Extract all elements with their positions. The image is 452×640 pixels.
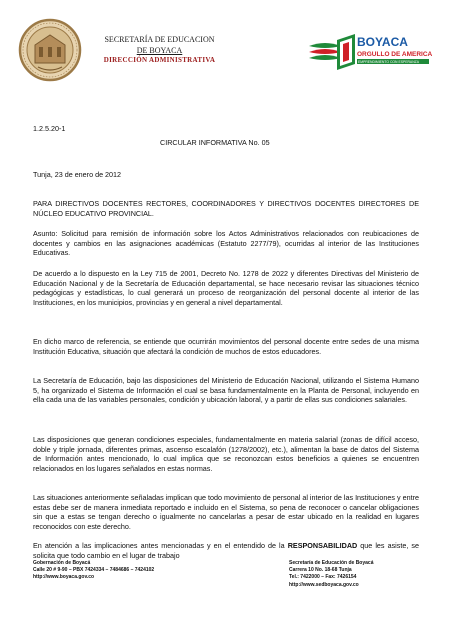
boyaca-logo <box>307 32 435 77</box>
footer-left <box>33 560 154 582</box>
footer-right-line: Secretaría de Educación de Boyacá <box>289 560 374 566</box>
paragraph-5: Las situaciones anteriormente señaladas implican que todo movimiento de personal al interior de las Instituciones y entre estas debe ser de manera inmediata reportado e incluido en el Sistema, so pena de reconocer o cancelar obligaciones sin que a estas se tengan derecho o igualmente no cancelarlas a pesar de estar ubicado en la realidad en lugares reconocidos con este derecho. <box>33 493 419 531</box>
header-de-boyaca: DE BOYACA <box>136 46 183 55</box>
coat-of-arms-seal <box>18 17 82 83</box>
paragraph-6 <box>33 541 419 560</box>
paragraph-2: En dicho marco de referencia, se entiende que ocurrirán movimientos del personal docente entre sedes de una misma Institución Educativa, situación que afectará la condición de muchos de estos educadores. <box>33 337 419 356</box>
logo-tagline-text: EMPRENDIMIENTO CON ESPERANZA <box>358 60 419 64</box>
document-code: 1.2.5.20-1 <box>33 124 66 133</box>
footer-left-url[interactable]: http://www.boyaca.gov.co <box>33 574 95 581</box>
paragraph-3: La Secretaría de Educación, bajo las disposiciones del Ministerio de Educación Nacional, utilizando el Sistema Humano 5, ha organizado el Sistema de Información el cual se basa fundamentalmente en la Planta de Personal, incluyendo en ella cada una de las variables personales, condición y ubicación laboral, y a partir de ellas sus condiciones salariales. <box>33 376 419 405</box>
paragraph-4: Las disposiciones que generan condiciones especiales, fundamentalmente en materia salarial (zonas de difícil acceso, doble y triple jornada, diferentes primas, ascenso escalafón (1278/2002), etc.), alimentan la base de datos del Sistema de Información antes mencionado, lo cual implica que se reconozcan estos beneficios a quienes se encuentren relacionados en los lugares señalados en estas normas. <box>33 435 419 473</box>
header-secretaria: SECRETARÍA DE EDUCACION <box>104 35 215 44</box>
circular-title: CIRCULAR INFORMATIVA No. 05 <box>160 138 270 147</box>
paragraph-6-start: En atención a las implicaciones antes mencionadas y en el entendido de la <box>33 541 288 550</box>
header-direccion: DIRECCIÓN ADMINISTRATIVA <box>103 56 216 64</box>
paragraph-6-end: que les asiste, se solicita que todo cambio en el lugar de trabajo <box>33 541 419 560</box>
footer-right-line: Tel.: 7422000 – Fax: 7426154 <box>289 574 357 581</box>
document-date: Tunja, 23 de enero de 2012 <box>33 170 122 179</box>
subject-label: Asunto: <box>33 229 58 238</box>
footer-right-line: Carrera 10 No. 18-68 Tunja <box>289 567 352 574</box>
footer-right <box>289 560 373 589</box>
footer-left-line: Gobernación de Boyacá <box>33 560 91 566</box>
subject-paragraph <box>33 229 419 258</box>
responsabilidad-bold: RESPONSABILIDAD <box>287 541 358 550</box>
recipients-paragraph: PARA DIRECTIVOS DOCENTES RECTORES, COORDINADORES Y DIRECTIVOS DOCENTES DIRECTORES DE NÚCLEO EDUCATIVO PROVINCIAL. <box>33 199 419 218</box>
paragraph-1: De acuerdo a lo dispuesto en la Ley 715 de 2001, Decreto No. 1278 de 2022 y diferentes Directivas del Ministerio de Educación Nacional y de la Secretaría de Educación departamental, se hace necesario revisar las situaciones técnico pedagógicas y estadísticas, lo cual generará un proceso de reorganización del personal docente al interior de las Instituciones, en los municipios, provincias y en general a nivel departamental. <box>33 269 419 307</box>
footer-right-url[interactable]: http://www.sedboyaca.gov.co <box>289 581 359 588</box>
footer-left-line: Calle 20 # 9-90 – PBX 7424334 – 7484686 – 7424102 <box>33 567 155 574</box>
subject-text: Solicitud para remisión de información sobre los Actos Administrativos relacionados con reubicaciones de docentes y cambios en las asignaciones académicas (Estatuto 2277/79), ocurridas al interior de las Instituciones Educativas. <box>33 229 419 258</box>
logo-orgullo-text: ORGULLO DE AMERICA <box>357 51 433 58</box>
logo-boyaca-text: BOYACA <box>357 35 408 49</box>
